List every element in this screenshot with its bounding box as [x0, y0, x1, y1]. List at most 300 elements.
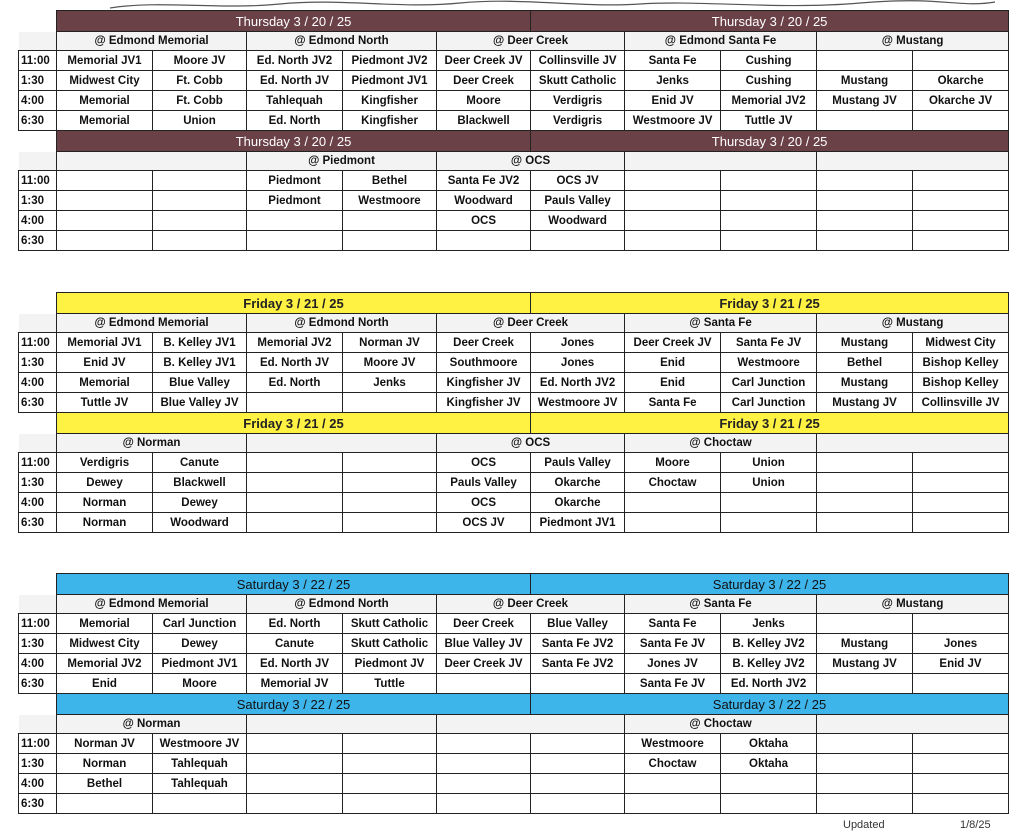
time-cell: 4:00	[19, 774, 57, 794]
team-cell: Ed. North JV	[247, 654, 343, 674]
time-cell: 6:30	[19, 794, 57, 814]
day-header: Friday 3 / 21 / 25	[57, 293, 531, 314]
team-cell	[531, 674, 625, 694]
team-cell: Memorial	[57, 91, 153, 111]
team-cell: OCS	[437, 493, 531, 513]
time-cell: 6:30	[19, 513, 57, 533]
team-cell: Mustang JV	[817, 393, 913, 413]
team-cell	[913, 513, 1009, 533]
time-cell: 11:00	[19, 734, 57, 754]
team-cell	[625, 794, 721, 814]
venue-header	[817, 434, 1009, 453]
team-cell: Collinsville JV	[531, 51, 625, 71]
team-cell: Ed. North JV	[247, 71, 343, 91]
corner-blank	[19, 152, 57, 171]
day-header: Thursday 3 / 20 / 25	[531, 131, 1009, 152]
team-cell: Tahlequah	[247, 91, 343, 111]
team-cell: Midwest City	[913, 333, 1009, 353]
team-cell: Enid	[625, 353, 721, 373]
team-cell: Dewey	[153, 493, 247, 513]
team-cell	[625, 191, 721, 211]
time-slot-row	[19, 211, 1009, 231]
time-cell: 1:30	[19, 634, 57, 654]
team-cell	[247, 513, 343, 533]
venue-row	[19, 314, 1009, 333]
team-cell: Deer Creek	[437, 614, 531, 634]
day-header: Thursday 3 / 20 / 25	[57, 131, 531, 152]
team-cell: Carl Junction	[721, 373, 817, 393]
team-cell: Santa Fe JV	[625, 634, 721, 654]
team-cell	[817, 211, 913, 231]
team-cell: Oktaha	[721, 734, 817, 754]
venue-header	[817, 152, 1009, 171]
time-cell: 1:30	[19, 473, 57, 493]
time-slot-row	[19, 231, 1009, 251]
venue-header: @ Norman	[57, 434, 247, 453]
day-header: Saturday 3 / 22 / 25	[531, 694, 1009, 715]
team-cell	[343, 734, 437, 754]
team-cell: Kingfisher JV	[437, 373, 531, 393]
venue-header: @ Edmond Santa Fe	[625, 32, 817, 51]
venue-header: @ OCS	[437, 434, 625, 453]
time-cell: 6:30	[19, 231, 57, 251]
time-slot-row	[19, 51, 1009, 71]
team-cell: Skutt Catholic	[531, 71, 625, 91]
team-cell: Santa Fe JV2	[437, 171, 531, 191]
day-header-row	[19, 293, 1009, 314]
team-cell: Moore JV	[153, 51, 247, 71]
team-cell: Ed. North	[247, 111, 343, 131]
team-cell: Memorial JV1	[57, 333, 153, 353]
team-cell: Piedmont JV2	[343, 51, 437, 71]
team-cell: Ed. North	[247, 373, 343, 393]
team-cell: Deer Creek	[437, 333, 531, 353]
time-slot-row	[19, 774, 1009, 794]
team-cell: Skutt Catholic	[343, 634, 437, 654]
team-cell	[817, 774, 913, 794]
time-slot-row	[19, 734, 1009, 754]
team-cell: B. Kelley JV1	[153, 333, 247, 353]
time-cell: 4:00	[19, 493, 57, 513]
schedule-table-thu	[18, 10, 1009, 251]
team-cell	[531, 734, 625, 754]
corner-blank	[19, 715, 57, 734]
corner-blank	[19, 131, 57, 152]
team-cell: Piedmont JV1	[531, 513, 625, 533]
team-cell: Santa Fe	[625, 393, 721, 413]
team-cell: Memorial JV	[247, 674, 343, 694]
team-cell	[913, 211, 1009, 231]
team-cell: Jones JV	[625, 654, 721, 674]
team-cell: Santa Fe JV	[721, 333, 817, 353]
team-cell: Okarche	[531, 493, 625, 513]
team-cell	[721, 513, 817, 533]
team-cell: Blue Valley	[531, 614, 625, 634]
team-cell	[343, 754, 437, 774]
team-cell	[343, 774, 437, 794]
team-cell: Westmoore	[625, 734, 721, 754]
team-cell: Dewey	[153, 634, 247, 654]
corner-blank	[19, 32, 57, 51]
team-cell	[817, 674, 913, 694]
team-cell: Enid	[625, 373, 721, 393]
team-cell: Mustang	[817, 373, 913, 393]
time-cell: 6:30	[19, 674, 57, 694]
team-cell: Tahlequah	[153, 754, 247, 774]
team-cell	[625, 513, 721, 533]
team-cell	[153, 231, 247, 251]
team-cell	[817, 493, 913, 513]
team-cell: Santa Fe JV2	[531, 634, 625, 654]
team-cell	[625, 774, 721, 794]
team-cell	[247, 754, 343, 774]
day-header: Friday 3 / 21 / 25	[57, 413, 531, 434]
venue-header	[57, 152, 247, 171]
team-cell: Deer Creek	[437, 71, 531, 91]
team-cell: Choctaw	[625, 473, 721, 493]
team-cell: Memorial JV1	[57, 51, 153, 71]
team-cell	[343, 211, 437, 231]
team-cell	[625, 211, 721, 231]
team-cell: Westmoore JV	[625, 111, 721, 131]
time-cell: 1:30	[19, 71, 57, 91]
team-cell: Enid	[57, 674, 153, 694]
team-cell: Enid JV	[625, 91, 721, 111]
day-header-row	[19, 574, 1009, 595]
team-cell: OCS JV	[437, 513, 531, 533]
team-cell	[913, 734, 1009, 754]
team-cell	[247, 453, 343, 473]
time-cell: 1:30	[19, 353, 57, 373]
team-cell	[437, 794, 531, 814]
team-cell	[721, 231, 817, 251]
venue-header	[247, 715, 437, 734]
time-cell: 4:00	[19, 211, 57, 231]
team-cell: Cushing	[721, 51, 817, 71]
team-cell	[817, 111, 913, 131]
team-cell: Westmoore JV	[153, 734, 247, 754]
team-cell	[913, 51, 1009, 71]
team-cell	[625, 171, 721, 191]
time-cell: 11:00	[19, 171, 57, 191]
team-cell: Piedmont	[247, 191, 343, 211]
team-cell	[247, 211, 343, 231]
day-header: Saturday 3 / 22 / 25	[57, 694, 531, 715]
venue-header: @ Deer Creek	[437, 32, 625, 51]
team-cell: Pauls Valley	[531, 191, 625, 211]
team-cell: Canute	[247, 634, 343, 654]
corner-blank	[19, 595, 57, 614]
time-slot-row	[19, 71, 1009, 91]
team-cell: Dewey	[57, 473, 153, 493]
day-header-row	[19, 11, 1009, 32]
team-cell: Blackwell	[153, 473, 247, 493]
team-cell: Bishop Kelley	[913, 353, 1009, 373]
team-cell	[57, 231, 153, 251]
venue-header	[247, 434, 437, 453]
team-cell: Verdigris	[531, 91, 625, 111]
venue-header: @ Mustang	[817, 595, 1009, 614]
team-cell: Westmoore	[343, 191, 437, 211]
team-cell: Bethel	[343, 171, 437, 191]
team-cell: Southmoore	[437, 353, 531, 373]
time-cell: 4:00	[19, 373, 57, 393]
team-cell: Blue Valley JV	[153, 393, 247, 413]
team-cell: Memorial	[57, 373, 153, 393]
time-slot-row	[19, 353, 1009, 373]
team-cell	[721, 211, 817, 231]
venue-row	[19, 434, 1009, 453]
team-cell	[343, 393, 437, 413]
time-slot-row	[19, 634, 1009, 654]
handwritten-scribble	[100, 0, 1000, 10]
team-cell	[913, 111, 1009, 131]
team-cell	[57, 171, 153, 191]
team-cell	[531, 231, 625, 251]
day-header: Saturday 3 / 22 / 25	[57, 574, 531, 595]
team-cell: Santa Fe	[625, 51, 721, 71]
time-cell: 11:00	[19, 51, 57, 71]
team-cell: Union	[153, 111, 247, 131]
team-cell	[913, 231, 1009, 251]
team-cell	[721, 171, 817, 191]
time-slot-row	[19, 393, 1009, 413]
team-cell: B. Kelley JV2	[721, 634, 817, 654]
team-cell: Cushing	[721, 71, 817, 91]
venue-header: @ Piedmont	[247, 152, 437, 171]
team-cell: Piedmont	[247, 171, 343, 191]
venue-header: @ Norman	[57, 715, 247, 734]
venue-header	[437, 715, 625, 734]
team-cell: Blue Valley	[153, 373, 247, 393]
team-cell: Tuttle	[343, 674, 437, 694]
team-cell	[913, 794, 1009, 814]
team-cell: OCS JV	[531, 171, 625, 191]
team-cell	[531, 774, 625, 794]
team-cell: Ft. Cobb	[153, 91, 247, 111]
team-cell	[817, 51, 913, 71]
time-cell: 6:30	[19, 393, 57, 413]
venue-header: @ Edmond Memorial	[57, 595, 247, 614]
team-cell: Mustang JV	[817, 654, 913, 674]
time-slot-row	[19, 91, 1009, 111]
team-cell: Midwest City	[57, 634, 153, 654]
team-cell	[153, 794, 247, 814]
venue-header	[625, 152, 817, 171]
team-cell: Oktaha	[721, 754, 817, 774]
team-cell: Memorial JV2	[721, 91, 817, 111]
corner-blank	[19, 574, 57, 595]
team-cell	[437, 774, 531, 794]
time-slot-row	[19, 654, 1009, 674]
venue-header: @ Choctaw	[625, 434, 817, 453]
updated-label: Updated	[843, 819, 885, 831]
team-cell: Jones	[531, 353, 625, 373]
team-cell: Mustang	[817, 71, 913, 91]
team-cell: Ft. Cobb	[153, 71, 247, 91]
venue-header: @ Santa Fe	[625, 595, 817, 614]
time-slot-row	[19, 171, 1009, 191]
team-cell: Memorial JV2	[247, 333, 343, 353]
team-cell	[343, 513, 437, 533]
team-cell	[817, 754, 913, 774]
time-slot-row	[19, 513, 1009, 533]
team-cell: Okarche JV	[913, 91, 1009, 111]
venue-header: @ Edmond Memorial	[57, 314, 247, 333]
time-cell: 4:00	[19, 654, 57, 674]
team-cell: Carl Junction	[153, 614, 247, 634]
team-cell: Mustang	[817, 333, 913, 353]
schedule-table-fri	[18, 292, 1009, 533]
team-cell: Moore	[153, 674, 247, 694]
team-cell: Santa Fe JV2	[531, 654, 625, 674]
venue-row	[19, 32, 1009, 51]
team-cell	[817, 171, 913, 191]
team-cell: Santa Fe	[625, 614, 721, 634]
team-cell: Jones	[913, 634, 1009, 654]
team-cell: Jenks	[721, 614, 817, 634]
team-cell: Deer Creek JV	[437, 51, 531, 71]
time-slot-row	[19, 493, 1009, 513]
time-cell: 6:30	[19, 111, 57, 131]
team-cell: Memorial JV2	[57, 654, 153, 674]
team-cell	[343, 493, 437, 513]
team-cell: Union	[721, 473, 817, 493]
team-cell: Mustang	[817, 634, 913, 654]
team-cell	[721, 493, 817, 513]
team-cell	[721, 794, 817, 814]
team-cell: Carl Junction	[721, 393, 817, 413]
team-cell: Ed. North JV2	[247, 51, 343, 71]
team-cell: Canute	[153, 453, 247, 473]
day-header: Thursday 3 / 20 / 25	[57, 11, 531, 32]
team-cell	[343, 794, 437, 814]
day-header-row	[19, 413, 1009, 434]
venue-header: @ Edmond Memorial	[57, 32, 247, 51]
team-cell: Deer Creek JV	[437, 654, 531, 674]
team-cell	[343, 453, 437, 473]
team-cell: Tahlequah	[153, 774, 247, 794]
team-cell: Norman JV	[343, 333, 437, 353]
team-cell: Enid JV	[913, 654, 1009, 674]
team-cell	[913, 493, 1009, 513]
team-cell: Midwest City	[57, 71, 153, 91]
team-cell: Piedmont JV1	[153, 654, 247, 674]
team-cell: Bethel	[57, 774, 153, 794]
team-cell: OCS	[437, 453, 531, 473]
team-cell	[247, 393, 343, 413]
team-cell: Kingfisher	[343, 111, 437, 131]
team-cell: Deer Creek JV	[625, 333, 721, 353]
team-cell	[247, 473, 343, 493]
team-cell: Santa Fe JV	[625, 674, 721, 694]
team-cell	[247, 774, 343, 794]
venue-header: @ Santa Fe	[625, 314, 817, 333]
team-cell	[437, 674, 531, 694]
venue-header: @ Deer Creek	[437, 314, 625, 333]
time-cell: 11:00	[19, 614, 57, 634]
venue-header: @ Deer Creek	[437, 595, 625, 614]
team-cell: Moore JV	[343, 353, 437, 373]
team-cell: Bethel	[817, 353, 913, 373]
venue-header: @ Edmond North	[247, 314, 437, 333]
team-cell: Norman JV	[57, 734, 153, 754]
team-cell: Ed. North	[247, 614, 343, 634]
team-cell: Collinsville JV	[913, 393, 1009, 413]
team-cell	[153, 171, 247, 191]
team-cell	[721, 191, 817, 211]
schedule-table-sat	[18, 573, 1009, 814]
team-cell: Blue Valley JV	[437, 634, 531, 654]
team-cell	[247, 231, 343, 251]
time-slot-row	[19, 191, 1009, 211]
corner-blank	[19, 11, 57, 32]
team-cell	[57, 794, 153, 814]
team-cell	[437, 734, 531, 754]
venue-header	[817, 715, 1009, 734]
team-cell	[531, 794, 625, 814]
team-cell	[531, 754, 625, 774]
team-cell: Union	[721, 453, 817, 473]
time-cell: 1:30	[19, 754, 57, 774]
team-cell: Tuttle JV	[721, 111, 817, 131]
team-cell	[817, 614, 913, 634]
team-cell: Mustang JV	[817, 91, 913, 111]
team-cell	[817, 513, 913, 533]
team-cell	[817, 734, 913, 754]
team-cell	[913, 774, 1009, 794]
team-cell	[817, 231, 913, 251]
team-cell	[913, 191, 1009, 211]
venue-row	[19, 152, 1009, 171]
venue-row	[19, 715, 1009, 734]
team-cell: Jones	[531, 333, 625, 353]
time-slot-row	[19, 373, 1009, 393]
corner-blank	[19, 293, 57, 314]
team-cell: Woodward	[153, 513, 247, 533]
team-cell	[913, 674, 1009, 694]
team-cell: Kingfisher	[343, 91, 437, 111]
team-cell	[247, 734, 343, 754]
team-cell: Ed. North JV2	[721, 674, 817, 694]
team-cell: Tuttle JV	[57, 393, 153, 413]
team-cell: Norman	[57, 493, 153, 513]
venue-header: @ Mustang	[817, 314, 1009, 333]
day-header: Saturday 3 / 22 / 25	[531, 574, 1009, 595]
team-cell: Ed. North JV	[247, 353, 343, 373]
updated-date: 1/8/25	[960, 819, 991, 831]
team-cell: Ed. North JV2	[531, 373, 625, 393]
team-cell: Memorial	[57, 614, 153, 634]
time-slot-row	[19, 473, 1009, 493]
day-header: Friday 3 / 21 / 25	[531, 413, 1009, 434]
team-cell	[343, 473, 437, 493]
team-cell	[247, 493, 343, 513]
team-cell: B. Kelley JV1	[153, 353, 247, 373]
team-cell: Choctaw	[625, 754, 721, 774]
team-cell	[57, 191, 153, 211]
team-cell: Bishop Kelley	[913, 373, 1009, 393]
team-cell	[913, 754, 1009, 774]
team-cell	[913, 453, 1009, 473]
team-cell	[817, 191, 913, 211]
team-cell: Moore	[625, 453, 721, 473]
team-cell: Norman	[57, 754, 153, 774]
day-header-row	[19, 131, 1009, 152]
team-cell: Enid JV	[57, 353, 153, 373]
time-slot-row	[19, 111, 1009, 131]
time-slot-row	[19, 333, 1009, 353]
